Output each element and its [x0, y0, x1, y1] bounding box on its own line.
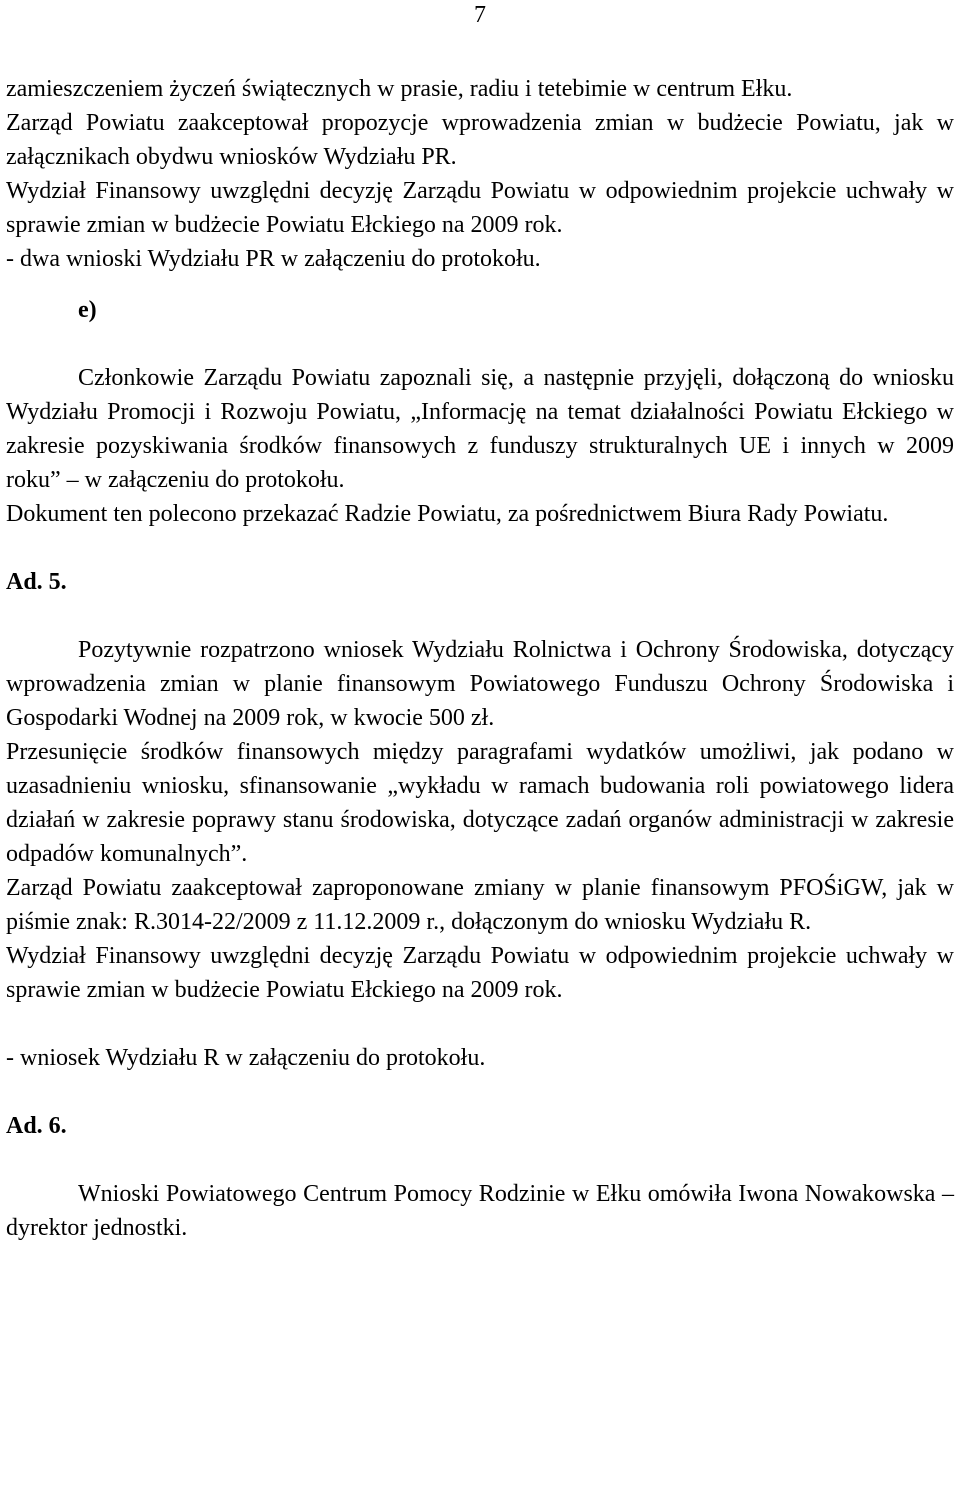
ad5-paragraph-3: Zarząd Powiatu zaakceptował zaproponowane zmiany w planie finansowym PFOŚiGW, jak w piśmie znak: R.3014-22/2009 z 11.12.2009 r., dołączonym do wniosku Wydziału R.: [6, 875, 954, 935]
attachment-note-r: - wniosek Wydziału R w załączeniu do protokołu.: [6, 1045, 486, 1071]
paragraph-continuation: zamieszczeniem życzeń świątecznych w prasie, radiu i tetebimie w centrum Ełku.: [6, 76, 793, 102]
ad5-heading: Ad. 5.: [6, 569, 67, 595]
ad6-heading: Ad. 6.: [6, 1113, 67, 1139]
document-body: [6, 72, 954, 1245]
ad6-paragraph-1: Wnioski Powiatowego Centrum Pomocy Rodzinie w Ełku omówiła Iwona Nowakowska – dyrektor jednostki.: [6, 1181, 954, 1241]
page-number: 7: [474, 2, 486, 28]
ad5-paragraph-1: Pozytywnie rozpatrzono wniosek Wydziału Rolnictwa i Ochrony Środowiska, dotyczący wprowadzenia zmian w planie finansowym Powiatowego Funduszu Ochrony Środowiska i Gospodarki Wodnej na 2009 rok, w kwocie 500 zł.: [6, 637, 954, 731]
section-e-document-note: Dokument ten polecono przekazać Radzie Powiatu, za pośrednictwem Biura Rady Powiatu.: [6, 501, 889, 527]
paragraph-pr-acceptance: Zarząd Powiatu zaakceptował propozycje wprowadzenia zmian w budżecie Powiatu, jak w załącznikach obydwu wniosków Wydziału PR.: [6, 110, 954, 170]
ad5-paragraph-4: Wydział Finansowy uwzględni decyzję Zarządu Powiatu w odpowiednim projekcie uchwały w sprawie zmian w budżecie Powiatu Ełckiego na 2009 rok.: [6, 943, 954, 1003]
section-e-paragraph: Członkowie Zarządu Powiatu zapoznali się, a następnie przyjęli, dołączoną do wniosku Wydziału Promocji i Rozwoju Powiatu, „Informację na temat działalności Powiatu Ełckiego w zakresie pozyskiwania środków finansowych z funduszy strukturalnych UE i innych w 2009 roku” – w załączeniu do protokołu.: [6, 365, 954, 493]
paragraph-finance-dept: Wydział Finansowy uwzględni decyzję Zarządu Powiatu w odpowiednim projekcie uchwały w sprawie zmian w budżecie Powiatu Ełckiego na 2009 rok.: [6, 178, 954, 238]
section-e-label: e): [78, 297, 97, 323]
attachment-note-pr: - dwa wnioski Wydziału PR w załączeniu do protokołu.: [6, 246, 541, 272]
ad5-paragraph-2: Przesunięcie środków finansowych między paragrafami wydatków umożliwi, jak podano w uzasadnieniu wniosku, sfinansowanie „wykładu w ramach budowania roli powiatowego lidera działań w zakresie poprawy stanu środowiska, dotyczące zadań organów administracji w zakresie odpadów komunalnych”.: [6, 739, 954, 867]
